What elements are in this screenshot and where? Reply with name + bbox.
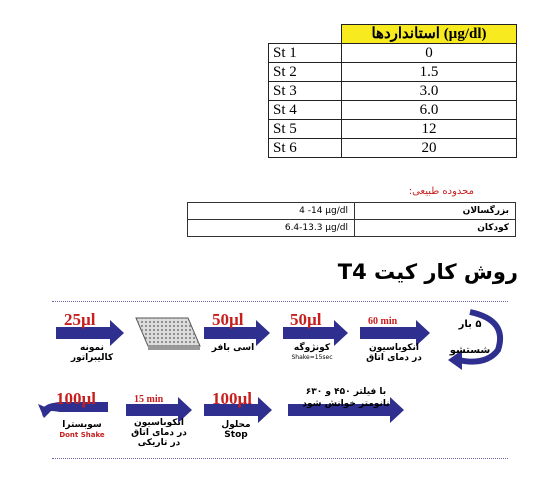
std-name: St 6	[269, 139, 342, 158]
step-label: سوبسترا Dont Shake	[59, 420, 105, 439]
volume-label: 50µl	[212, 310, 244, 329]
step-label: انکوباسیون در دمای اتاق	[366, 343, 422, 363]
procedure-title: روش کار کیت T4	[337, 260, 518, 284]
range-value: 6.4-13.3 µg/dl	[188, 220, 355, 237]
range-group: بزرگسالان	[355, 203, 516, 220]
std-value: 12	[342, 120, 517, 139]
std-name: St 4	[269, 101, 342, 120]
step-label: انکوباسیون در دمای اتاق در تاریکی	[131, 418, 187, 448]
step-label: با فیلتر ۴۵۰ و ۶۳۰ نانومتر خوانش شود	[302, 387, 390, 409]
normal-range-label: محدوده طبیعی:	[408, 186, 474, 197]
std-value: 6.0	[342, 101, 517, 120]
std-name: St 1	[269, 44, 342, 63]
standards-header: استانداردها (µg/dl)	[342, 25, 517, 44]
microplate-icon	[136, 318, 200, 350]
time-label: 60 min	[368, 316, 398, 327]
step-label: نمونه کالیبراتور	[70, 343, 114, 363]
step-label: کونژوگه Shake=15sec	[291, 343, 333, 361]
std-name: St 3	[269, 82, 342, 101]
volume-label: 25µl	[64, 310, 96, 329]
step-label: اسی بافر	[211, 343, 255, 353]
volume-label: 100µl	[212, 389, 253, 408]
std-value: 20	[342, 139, 517, 158]
std-value: 0	[342, 44, 517, 63]
std-value: 3.0	[342, 82, 517, 101]
time-label: 15 min	[134, 394, 164, 405]
range-value: 4 -14 µg/dl	[188, 203, 355, 220]
step-label: ۵ بار شستشو	[449, 319, 491, 356]
volume-label: 50µl	[290, 310, 322, 329]
std-value: 1.5	[342, 63, 517, 82]
range-group: کودکان	[355, 220, 516, 237]
std-name: St 5	[269, 120, 342, 139]
step-label: محلول Stop	[221, 420, 251, 440]
volume-label: 100µl	[56, 389, 97, 408]
std-name: St 2	[269, 63, 342, 82]
